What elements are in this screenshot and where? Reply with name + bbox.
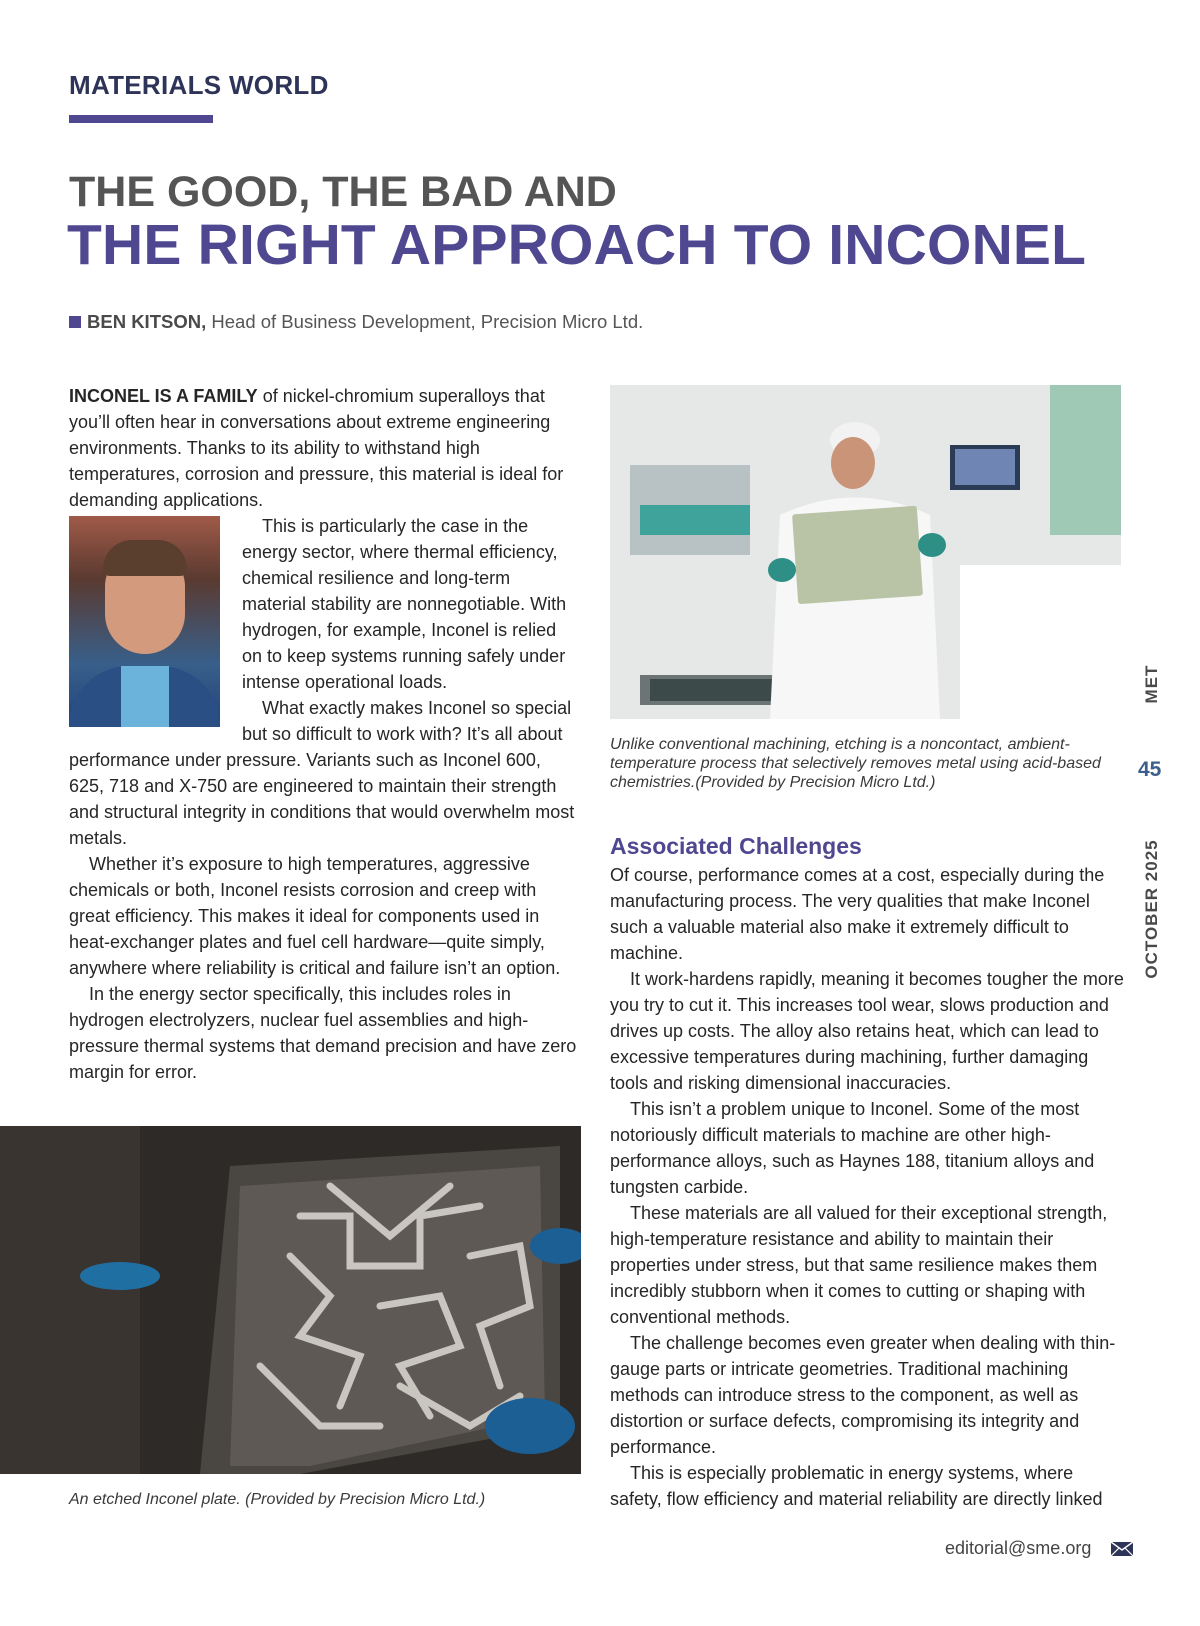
paragraph-1 bbox=[69, 383, 579, 513]
page-number: 45 bbox=[1138, 758, 1162, 781]
author-name: BEN KITSON, bbox=[87, 311, 207, 332]
envelope-icon[interactable] bbox=[1111, 1542, 1133, 1556]
author-headshot bbox=[69, 516, 220, 727]
plate-photo-caption: An etched Inconel plate. (Provided by Precision Micro Ltd.) bbox=[69, 1491, 486, 1508]
paragraph-1-text: of nickel-chromium superalloys that you’ll often hear in conversations about extreme engineering environments. Thanks to its ability to withstand high temperatures, corrosion and pressure, this material is ideal for demanding applications. bbox=[69, 386, 564, 510]
right-column bbox=[610, 831, 1125, 1512]
right-paragraph-1: Of course, performance comes at a cost, especially during the manufacturing process. The very qualities that make Inconel such a valuable material also make it extremely difficult to machine. bbox=[610, 865, 1105, 963]
paragraph-5: In the energy sector specifically, this includes roles in hydrogen electrolyzers, nuclear fuel assemblies and high-pressure thermal systems that demand precision and have zero margin for error. bbox=[69, 984, 577, 1082]
left-column bbox=[69, 383, 579, 1085]
author-role: Head of Business Development, Precision Micro Ltd. bbox=[211, 311, 644, 332]
etched-plate-photo bbox=[0, 1126, 581, 1474]
lab-photo bbox=[610, 385, 1121, 719]
title-line-2: THE RIGHT APPROACH TO INCONEL bbox=[67, 213, 1087, 277]
title-line-1: THE GOOD, THE BAD AND bbox=[69, 168, 617, 216]
editorial-email-link[interactable]: editorial@sme.org bbox=[945, 1538, 1092, 1558]
paragraph-3: What exactly makes Inconel so special but so difficult to work with? It’s all about performance under pressure. Variants such as Inconel 600, 625, 718 and X-750 are engineered to maintain their strength and structural integrity in conditions that would overwhelm most metals. bbox=[69, 698, 575, 848]
issue-date: OCTOBER 2025 bbox=[1142, 839, 1161, 979]
etched-plate-illustration bbox=[0, 1126, 581, 1474]
subhead: Associated Challenges bbox=[610, 833, 862, 859]
lab-photo-illustration bbox=[610, 385, 1121, 719]
paragraph-4: Whether it’s exposure to high temperatures, aggressive chemicals or both, Inconel resists corrosion and creep with great efficiency. This makes it ideal for components used in heat-exchanger plates and fuel cell hardware—quite simply, anywhere where reliability is critical and failure isn’t an option. bbox=[69, 854, 561, 978]
right-paragraph-3: This isn’t a problem unique to Inconel. Some of the most notoriously difficult materials to machine are other high-performance alloys, such as Haynes 188, titanium alloys and tungsten carbide. bbox=[610, 1099, 1095, 1197]
lab-photo-caption: Unlike conventional machining, etching is a noncontact, ambient-temperature process that selectively removes metal using acid-based chemistries.(Provided by Precision Micro Ltd.) bbox=[610, 736, 1101, 791]
right-paragraph-6: This is especially problematic in energy systems, where safety, flow efficiency and material reliability are directly linked bbox=[610, 1463, 1103, 1509]
byline bbox=[69, 311, 643, 333]
lead-in: INCONEL IS A FAMILY bbox=[69, 386, 258, 406]
right-paragraph-4: These materials are all valued for their exceptional strength, high-temperature resistance and ability to maintain their properties under stress, but that same resilience makes them incredibly stubborn when it comes to cutting or shaping with conventional methods. bbox=[610, 1203, 1108, 1327]
right-paragraph-5: The challenge becomes even greater when dealing with thin-gauge parts or intricate geometries. Traditional machining methods can introduce stress to the component, as well as distortion or surface defects, compromising its integrity and performance. bbox=[610, 1333, 1116, 1457]
section-rule bbox=[69, 115, 213, 123]
section-label: MATERIALS WORLD bbox=[69, 70, 329, 100]
publication-name: MET bbox=[1142, 664, 1161, 704]
right-paragraph-2: It work-hardens rapidly, meaning it becomes tougher the more you try to cut it. This increases tool wear, slows production and drives up costs. The alloy also retains heat, which can lead to excessive temperatures during machining, further damaging tools and risking dimensional inaccuracies. bbox=[610, 969, 1124, 1093]
byline-square-icon bbox=[69, 316, 81, 328]
paragraph-2: This is particularly the case in the energy sector, where thermal efficiency, chemical resilience and long-term material stability are nonnegotiable. With hydrogen, for example, Inconel is relied on to keep systems running safely under intense operational loads. bbox=[242, 516, 567, 692]
